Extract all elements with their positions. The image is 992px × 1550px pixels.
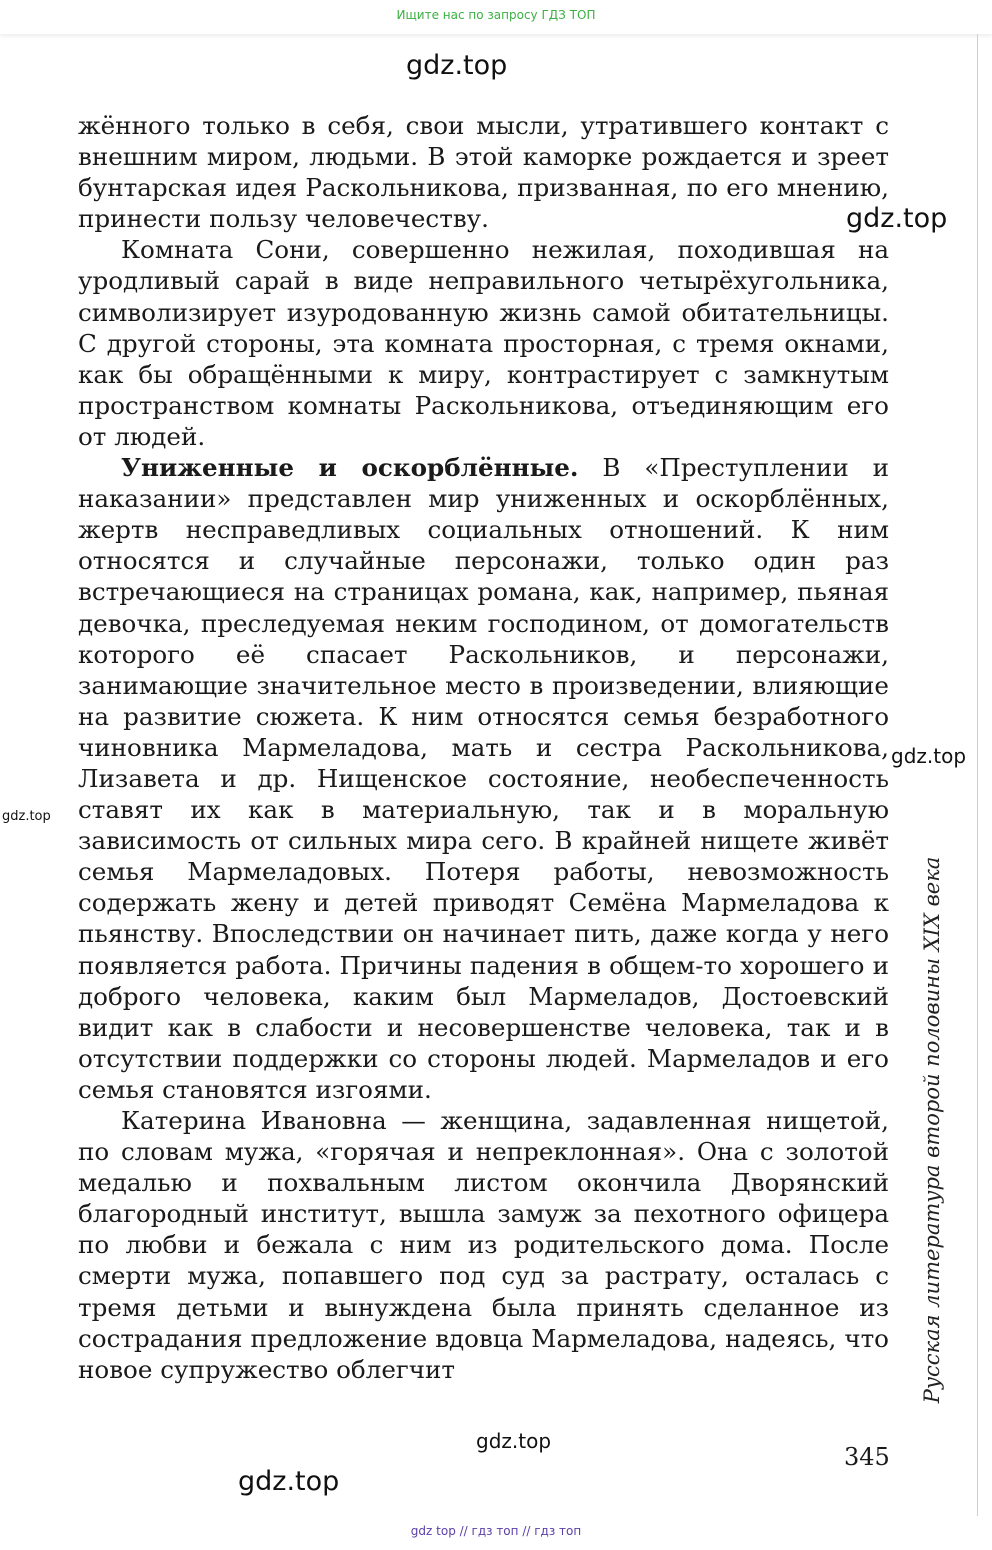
watermark-bottom-left: gdz.top [238,1466,340,1497]
paragraph-3 [78,452,889,1105]
watermark-head: gdz.top [406,50,508,81]
top-banner-text[interactable]: Ищите нас по запросу ГДЗ ТОП [396,8,596,22]
paragraph-3-text: В «Преступлении и наказании» представлен мир униженных и оскорблённых, жертв несправедливых социальных отношений. К ним относятся и случайные персонажи, только один раз встречающиеся на страницах романа, как, например, пьяная девочка, преследуемая неким господином, от домогательств которого её спасает Раскольников, и персонажи, занимающие значительное место в произведении, влияющие на развитие сюжета. К ним относятся семья безработного чиновника Мармеладова, мать и сестра Раскольникова, Лизавета и др. Нищенское состояние, необеспеченность ставят их как в материальную, так и в моральную зависимость от сильных мира сего. В крайней нищете живёт семья Мармеладовых. Потеря работы, невозможность содержать жену и детей приводят Семёна Мармеладова к пьянству. Впоследствии он начинает пить, даже когда у него появляется работа. Причины падения в общем-то хорошего и доброго человека, каким был Мармеладов, Достоевский видит как в слабости и несовершенстве человека, так и в отсутствии поддержки со стороны людей. Мармеладов и его семья становятся изгоями. [78,453,889,1104]
page-number: 345 [844,1443,890,1471]
paragraph-2: Комната Сони, совершенно нежилая, походившая на уродливый сарай в виде неправильного четырёхугольника, символизирует изуродованную жизнь самой обитательницы. С другой стороны, эта комната просторная, с тремя окнами, как бы обращёнными к миру, контрастирует с замкнутым пространством комнаты Раскольникова, отъединяющим его от людей. [78,235,889,451]
watermark-right-1: gdz.top [846,203,948,234]
watermark-bottom-center: gdz.top [476,1429,552,1453]
paragraph-1: жённого только в себя, свои мысли, утратившего контакт с внешним миром, людьми. В этой каморке рождается и зреет бунтарская идея Раскольникова, призванная, по его мнению, принести пользу человечеству. [78,111,889,234]
watermark-right-2: gdz.top [891,744,967,768]
footer-links[interactable]: gdz top // гдз топ // гдз топ [410,1524,582,1538]
side-running-title: Русская литература второй половины XIX века [920,856,944,1404]
page-body-text [78,110,889,1385]
top-banner[interactable] [0,0,992,34]
paragraph-4: Катерина Ивановна — женщина, задавленная нищетой, по словам мужа, «горячая и непреклонная». Она с золотой медалью и похвальным листом окончила Дворянский благородный институт, вышла замуж за пехотного офицера по любви и бежала с ним из родительского дома. После смерти мужа, попавшего под суд за растрату, осталась с тремя детьми и вынуждена была принять сделанное из сострадания предложение вдовца Мармеладова, надеясь, что новое супружество облегчит [78,1106,889,1384]
watermark-left: gdz.top [2,809,51,824]
section-heading-humiliated: Униженные и оскорблённые. [121,453,579,483]
page-edge-divider [977,34,978,1516]
